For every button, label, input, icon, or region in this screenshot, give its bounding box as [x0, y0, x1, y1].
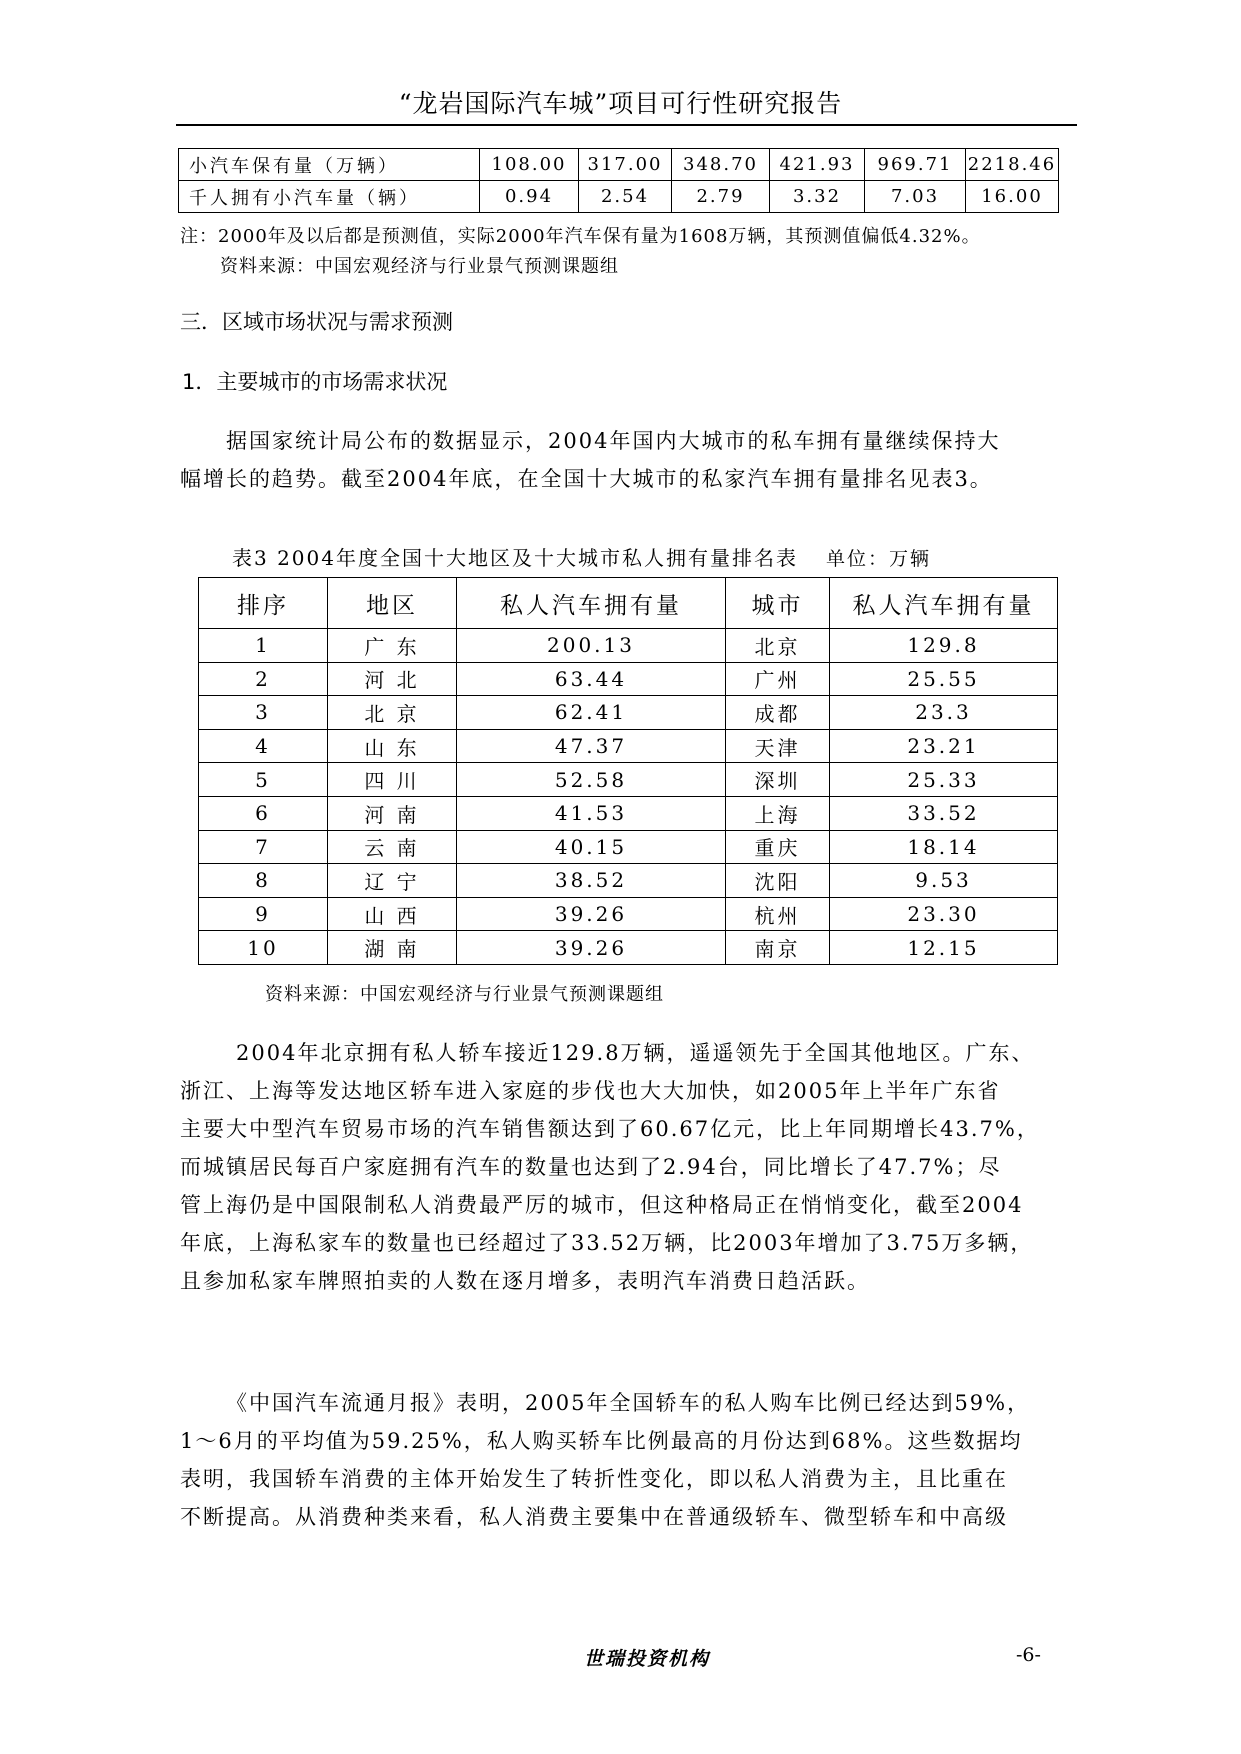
table-cell: 南京 — [726, 931, 830, 965]
table-cell: 3 — [199, 696, 328, 730]
table-cell: 河 北 — [328, 662, 457, 696]
table-row — [179, 181, 1059, 213]
text-line: 浙江、上海等发达地区轿车进入家庭的步伐也大大加快，如2005年上半年广东省 — [180, 1079, 1001, 1103]
table-cell: 7 — [199, 830, 328, 864]
source-note: 资料来源：中国宏观经济与行业景气预测课题组 — [265, 984, 664, 1005]
table-row — [199, 796, 1058, 830]
table-cell: 3.32 — [770, 181, 865, 213]
table-row — [199, 629, 1058, 663]
table-cell: 2.79 — [672, 181, 770, 213]
column-header: 私人汽车拥有量 — [830, 578, 1058, 629]
table-note: 注：2000年及以后都是预测值，实际2000年汽车保有量为1608万辆，其预测值偏低4.32%。 — [180, 226, 981, 247]
table-cell: 6 — [199, 796, 328, 830]
table-cell: 23.21 — [830, 729, 1058, 763]
ranking-table — [198, 577, 1058, 965]
table-cell: 25.33 — [830, 763, 1058, 797]
table-row — [199, 696, 1058, 730]
text-line: 《中国汽车流通月报》表明，2005年全国轿车的私人购车比例已经达到59%， — [226, 1391, 1031, 1415]
table-cell: 河 南 — [328, 796, 457, 830]
table-cell: 湖 南 — [328, 931, 457, 965]
table-row — [179, 149, 1059, 181]
table-cell: 47.37 — [457, 729, 726, 763]
table-cell: 63.44 — [457, 662, 726, 696]
table-cell: 辽 宁 — [328, 864, 457, 898]
section-heading: 三．区域市场状况与需求预测 — [180, 310, 453, 334]
header-rule — [176, 124, 1077, 126]
table-cell: 天津 — [726, 729, 830, 763]
table-cell: 9 — [199, 897, 328, 931]
table-cell: 16.00 — [966, 181, 1059, 213]
table-cell: 23.3 — [830, 696, 1058, 730]
text-line: 幅增长的趋势。截至2004年底，在全国十大城市的私家汽车拥有量排名见表3。 — [180, 467, 993, 491]
table-cell: 云 南 — [328, 830, 457, 864]
page-number: -6- — [1016, 1644, 1041, 1666]
table-cell: 广 东 — [328, 629, 457, 663]
table-cell: 山 东 — [328, 729, 457, 763]
table-cell: 杭州 — [726, 897, 830, 931]
row-label: 千人拥有小汽车量（辆） — [179, 181, 480, 213]
table-row — [199, 830, 1058, 864]
table-cell: 129.8 — [830, 629, 1058, 663]
vehicle-ownership-table — [178, 148, 1059, 213]
table-cell: 317.00 — [579, 149, 672, 181]
table-cell: 8 — [199, 864, 328, 898]
table-cell: 0.94 — [480, 181, 579, 213]
text-line: 1～6月的平均值为59.25%，私人购买轿车比例最高的月份达到68%。这些数据均 — [180, 1429, 1023, 1453]
table-row — [199, 763, 1058, 797]
text-line: 年底，上海私家车的数量也已经超过了33.52万辆，比2003年增加了3.75万多辆， — [180, 1231, 1034, 1255]
subsection-heading: 1．主要城市的市场需求状况 — [182, 370, 448, 394]
column-header: 排序 — [199, 578, 328, 629]
table-cell: 52.58 — [457, 763, 726, 797]
table-cell: 5 — [199, 763, 328, 797]
table-row — [199, 864, 1058, 898]
text-line: 而城镇居民每百户家庭拥有汽车的数量也达到了2.94台，同比增长了47.7%；尽 — [180, 1155, 1002, 1179]
column-header: 地区 — [328, 578, 457, 629]
table-header-row — [199, 578, 1058, 629]
source-note: 资料来源：中国宏观经济与行业景气预测课题组 — [220, 256, 619, 277]
table-row — [199, 897, 1058, 931]
caption-unit: 单位：万辆 — [825, 548, 931, 570]
paragraph-3 — [180, 1384, 1076, 1536]
footer-organization: 世瑞投资机构 — [584, 1648, 711, 1670]
row-label: 小汽车保有量（万辆） — [179, 149, 480, 181]
table-cell: 41.53 — [457, 796, 726, 830]
table-cell: 10 — [199, 931, 328, 965]
table-cell: 38.52 — [457, 864, 726, 898]
table-cell: 深圳 — [726, 763, 830, 797]
table-cell: 200.13 — [457, 629, 726, 663]
table-cell: 1 — [199, 629, 328, 663]
table-cell: 39.26 — [457, 931, 726, 965]
table-cell: 四 川 — [328, 763, 457, 797]
running-header-title: “龙岩国际汽车城”项目可行性研究报告 — [398, 89, 843, 118]
table-cell: 18.14 — [830, 830, 1058, 864]
table-cell: 成都 — [726, 696, 830, 730]
table-cell: 上海 — [726, 796, 830, 830]
text-line: 2004年北京拥有私人轿车接近129.8万辆，遥遥领先于全国其他地区。广东、 — [236, 1041, 1035, 1065]
table-cell: 山 西 — [328, 897, 457, 931]
table-cell: 4 — [199, 729, 328, 763]
text-line: 表明，我国轿车消费的主体开始发生了转折性变化，即以私人消费为主，且比重在 — [180, 1467, 1008, 1491]
table-cell: 广州 — [726, 662, 830, 696]
text-line: 且参加私家车牌照拍卖的人数在逐月增多，表明汽车消费日趋活跃。 — [180, 1269, 870, 1293]
paragraph-2 — [180, 1034, 1076, 1300]
table-cell: 重庆 — [726, 830, 830, 864]
text-line: 据国家统计局公布的数据显示，2004年国内大城市的私车拥有量继续保持大 — [226, 429, 1001, 453]
table-cell: 421.93 — [770, 149, 865, 181]
table-cell: 62.41 — [457, 696, 726, 730]
column-header: 私人汽车拥有量 — [457, 578, 726, 629]
table-cell: 23.30 — [830, 897, 1058, 931]
column-header: 城市 — [726, 578, 830, 629]
table-cell: 12.15 — [830, 931, 1058, 965]
caption-text: 表3 2004年度全国十大地区及十大城市私人拥有量排名表 — [232, 546, 798, 570]
table-cell: 40.15 — [457, 830, 726, 864]
table-row — [199, 662, 1058, 696]
table-cell: 7.03 — [865, 181, 966, 213]
table-cell: 2 — [199, 662, 328, 696]
table-caption — [232, 542, 931, 571]
table-cell: 2.54 — [579, 181, 672, 213]
table-cell: 北京 — [726, 629, 830, 663]
table-cell: 33.52 — [830, 796, 1058, 830]
table-row — [199, 931, 1058, 965]
text-line: 主要大中型汽车贸易市场的汽车销售额达到了60.67亿元，比上年同期增长43.7%， — [180, 1117, 1040, 1141]
table-cell: 25.55 — [830, 662, 1058, 696]
table-cell: 39.26 — [457, 897, 726, 931]
table-cell: 348.70 — [672, 149, 770, 181]
table-cell: 9.53 — [830, 864, 1058, 898]
text-line: 不断提高。从消费种类来看，私人消费主要集中在普通级轿车、微型轿车和中高级 — [180, 1505, 1008, 1529]
table-cell: 沈阳 — [726, 864, 830, 898]
paragraph-1 — [180, 422, 1076, 498]
table-cell: 108.00 — [480, 149, 579, 181]
table-cell: 2218.46 — [966, 149, 1059, 181]
table-cell: 969.71 — [865, 149, 966, 181]
text-line: 管上海仍是中国限制私人消费最严厉的城市，但这种格局正在悄悄变化，截至2004 — [180, 1193, 1024, 1217]
table-row — [199, 729, 1058, 763]
table-cell: 北 京 — [328, 696, 457, 730]
